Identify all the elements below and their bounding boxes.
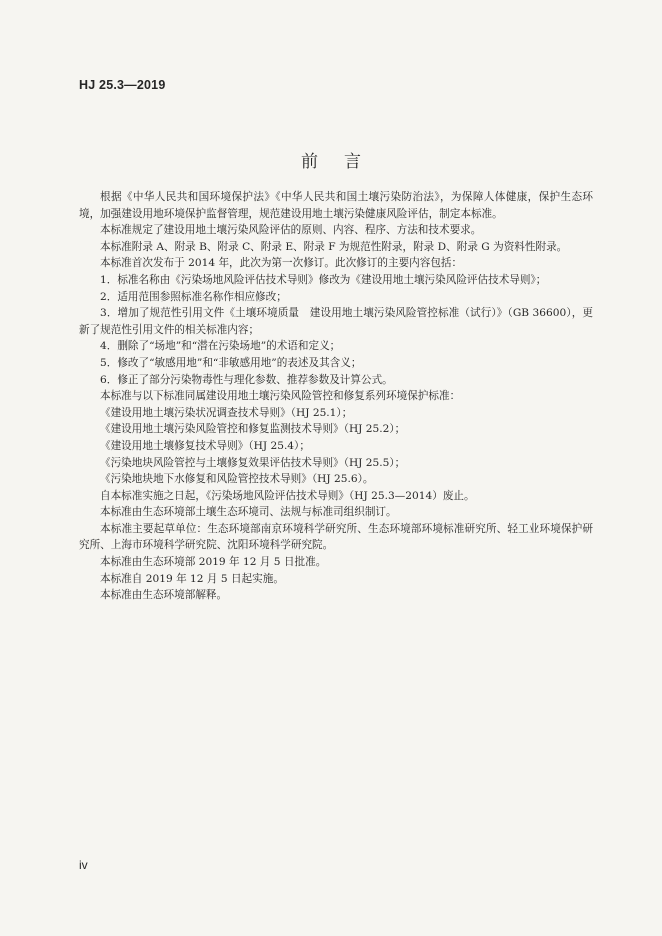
series-standard-4: 《建设用地土壤修复技术导则》（HJ 25.4）； — [100, 439, 310, 452]
document-code: HJ 25.3—2019 — [79, 78, 166, 92]
paragraph-interpretation: 本标准由生态环境部解释。 — [100, 589, 228, 602]
revision-item-5: 5．修改了“敏感用地”和“非敏感用地”的表述及其含义； — [100, 356, 362, 369]
revision-item-1: 1．标准名称由《污染场地风险评估技术导则》修改为《建设用地土壤污染风险评估技术导则》； — [100, 273, 547, 286]
paragraph-organizer: 本标准由生态环境部土壤生态环境司、法规与标准司组织制订。 — [100, 506, 397, 519]
series-standard-5: 《污染地块风险管控与土壤修复效果评估技术导则》（HJ 25.5）； — [100, 456, 406, 469]
paragraph-appendices: 本标准附录 A、附录 B、附录 C、附录 E、附录 F 为规范性附录，附录 D、附录 G 为资料性附录。 — [100, 240, 568, 253]
series-standard-2: 《建设用地土壤污染风险管控和修复监测技术导则》（HJ 25.2）； — [100, 423, 406, 436]
series-standard-1: 《建设用地土壤污染状况调查技术导则》（HJ 25.1）； — [100, 406, 353, 419]
paragraph-effective: 本标准自 2019 年 12 月 5 日起实施。 — [100, 572, 284, 585]
revision-item-3: 3．增加了规范性引用文件《土壤环境质量 建设用地土壤污染风险管控标准（试行）》（GB 36600），更新了规范性引用文件的相关标准内容； — [79, 307, 593, 336]
foreword-body — [79, 189, 593, 604]
series-standard-6: 《污染地块地下水修复和风险管控技术导则》（HJ 25.6）。 — [100, 473, 374, 486]
paragraph-drafters: 本标准主要起草单位：生态环境部南京环境科学研究所、生态环境部环境标准研究所、轻工业环境保护研究所、上海市环境科学研究院、沈阳环境科学研究院。 — [79, 522, 593, 552]
revision-item-2: 2．适用范围参照标准名称作相应修改； — [100, 290, 287, 303]
paragraph-revision-intro: 本标准首次发布于 2014 年，此次为第一次修订。此次修订的主要内容包括： — [100, 257, 463, 270]
paragraph-scope: 本标准规定了建设用地土壤污染风险评估的原则、内容、程序、方法和技术要求。 — [100, 224, 482, 237]
paragraph-supersede: 自本标准实施之日起，《污染场地风险评估技术导则》（HJ 25.3—2014）废止。 — [100, 489, 475, 502]
paragraph-basis: 根据《中华人民共和国环境保护法》《中华人民共和国土壤污染防治法》，为保障人体健康，保护生态环境，加强建设用地环境保护监督管理，规范建设用地土壤污染健康风险评估，制定本标准。 — [79, 191, 593, 220]
paragraph-approval: 本标准由生态环境部 2019 年 12 月 5 日批准。 — [100, 556, 327, 569]
page-number: iv — [79, 858, 88, 872]
revision-item-4: 4．删除了“场地”和“潜在污染场地”的术语和定义； — [100, 340, 341, 353]
revision-item-6: 6．修正了部分污染物毒性与理化参数、推荐参数及计算公式。 — [100, 373, 393, 386]
paragraph-series-intro: 本标准与以下标准同属建设用地土壤污染风险管控和修复系列环境保护标准： — [100, 390, 461, 403]
page-title: 前言 — [301, 152, 387, 172]
